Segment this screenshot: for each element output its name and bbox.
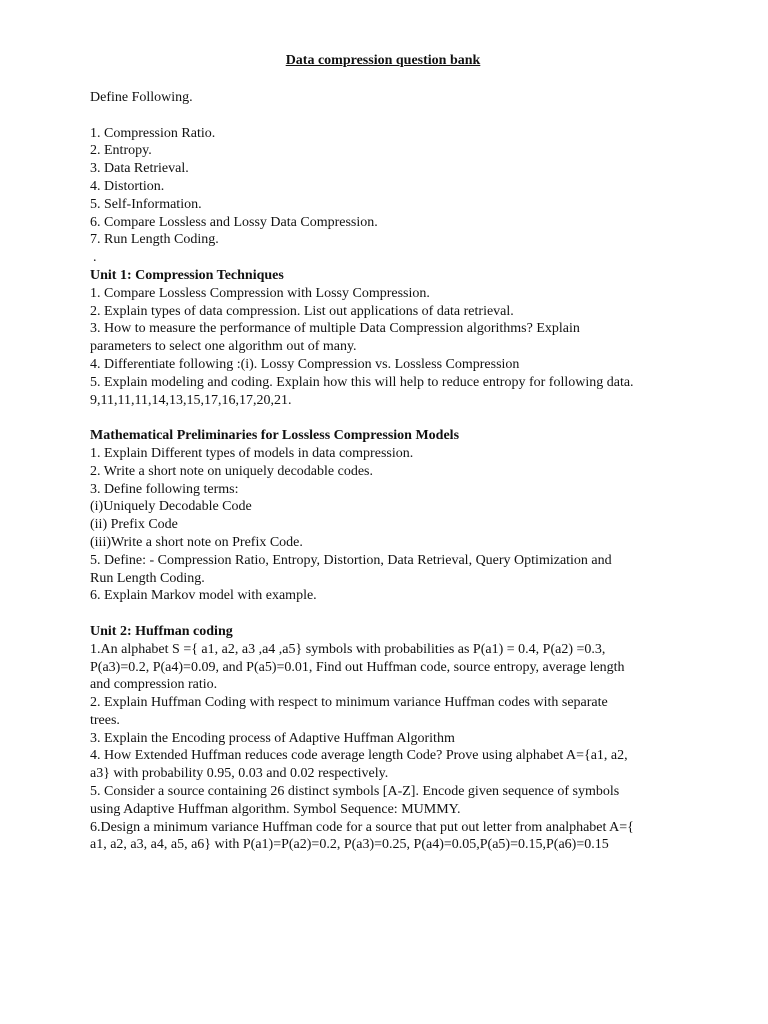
section-unit-2 xyxy=(90,623,690,854)
question-line: 2. Explain Huffman Coding with respect to minimum variance Huffman codes with separate xyxy=(90,695,608,711)
question-line: 3. How to measure the performance of multiple Data Compression algorithms? Explain xyxy=(90,321,580,337)
question-line: parameters to select one algorithm out of many. xyxy=(90,339,357,355)
section-unit-1 xyxy=(90,267,690,409)
question-line: P(a3)=0.2, P(a4)=0.09, and P(a5)=0.01, Find out Huffman code, source entropy, average length xyxy=(90,659,625,675)
question-line: 1. Compare Lossless Compression with Lossy Compression. xyxy=(90,285,430,301)
question-line: 2. Write a short note on uniquely decodable codes. xyxy=(90,463,373,479)
define-item: 5. Self-Information. xyxy=(90,196,202,212)
question-line: 1. Explain Different types of models in data compression. xyxy=(90,445,414,461)
spacer xyxy=(90,605,690,623)
question-line: 5. Consider a source containing 26 distinct symbols [A-Z]. Encode given sequence of symbols xyxy=(90,784,620,800)
spacer xyxy=(90,107,690,125)
define-item: 1. Compression Ratio. xyxy=(90,125,216,141)
question-line: Run Length Coding. xyxy=(90,570,205,586)
question-line: 5. Explain modeling and coding. Explain how this will help to reduce entropy for following data. xyxy=(90,374,634,390)
question-line: 2. Explain types of data compression. List out applications of data retrieval. xyxy=(90,303,514,319)
define-item: 3. Data Retrieval. xyxy=(90,161,189,177)
question-line: 3. Explain the Encoding process of Adaptive Huffman Algorithm xyxy=(90,730,455,746)
question-line: 5. Define: - Compression Ratio, Entropy, Distortion, Data Retrieval, Query Optimization and xyxy=(90,552,612,568)
question-line: 3. Define following terms: xyxy=(90,481,239,497)
question-line: and compression ratio. xyxy=(90,677,218,693)
question-line: 4. How Extended Huffman reduces code average length Code? Prove using alphabet A={a1, a2, xyxy=(90,748,628,764)
question-line: trees. xyxy=(90,712,120,728)
question-line: (iii)Write a short note on Prefix Code. xyxy=(90,534,303,550)
question-line: (i)Uniquely Decodable Code xyxy=(90,499,252,515)
define-item: 2. Entropy. xyxy=(90,143,152,159)
section-math-preliminaries xyxy=(90,427,690,605)
define-item: 6. Compare Lossless and Lossy Data Compression. xyxy=(90,214,378,230)
question-line: 9,11,11,11,14,13,15,17,16,17,20,21. xyxy=(90,392,292,408)
question-line: 6. Explain Markov model with example. xyxy=(90,588,317,604)
spacer xyxy=(90,409,690,427)
document-title: Data compression question bank xyxy=(285,53,481,68)
document-content xyxy=(90,52,690,854)
question-line: 1.An alphabet S ={ a1, a2, a3 ,a4 ,a5} symbols with probabilities as P(a1) = 0.4, P(a2) =0.3, xyxy=(90,641,606,657)
section-heading: Mathematical Preliminaries for Lossless Compression Models xyxy=(90,428,460,444)
question-line: (ii) Prefix Code xyxy=(90,517,178,533)
question-line: a3} with probability 0.95, 0.03 and 0.02 respectively. xyxy=(90,766,389,782)
question-line: a1, a2, a3, a4, a5, a6} with P(a1)=P(a2)=0.2, P(a3)=0.25, P(a4)=0.05,P(a5)=0.15,P(a6)=0.15 xyxy=(90,837,609,853)
define-intro xyxy=(90,89,690,267)
question-line: 6.Design a minimum variance Huffman code for a source that put out letter from analphabet A={ xyxy=(90,819,634,835)
question-line: using Adaptive Huffman algorithm. Symbol Sequence: MUMMY. xyxy=(90,801,461,817)
section-heading: Unit 1: Compression Techniques xyxy=(90,267,284,283)
section-heading: Unit 2: Huffman coding xyxy=(90,623,233,639)
define-item: 4. Distortion. xyxy=(90,178,165,194)
question-line: 4. Differentiate following :(i). Lossy Compression vs. Lossless Compression xyxy=(90,356,520,372)
define-heading: Define Following. xyxy=(90,90,193,105)
define-item: 7. Run Length Coding. xyxy=(90,232,219,248)
define-trailer: . xyxy=(93,250,97,266)
